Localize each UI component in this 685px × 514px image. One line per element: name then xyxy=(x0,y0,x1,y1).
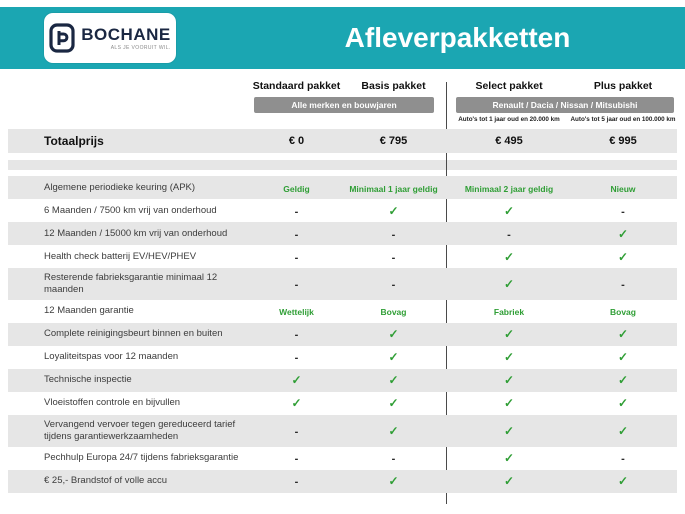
check-cell xyxy=(450,472,568,490)
text-cell xyxy=(248,179,345,197)
dash-mark: - xyxy=(294,278,299,291)
check-cell xyxy=(345,348,442,366)
check-icon: ✓ xyxy=(503,203,515,218)
dash-cell xyxy=(248,275,345,293)
dash-cell xyxy=(248,422,345,440)
feature-label: € 25,- Brandstof of volle accu xyxy=(44,475,168,487)
column-notes xyxy=(8,116,677,123)
text-cell xyxy=(568,179,678,197)
check-cell xyxy=(568,472,678,490)
brand-tagline: ALS JE VOORUIT WIL. xyxy=(110,44,171,51)
page-title: Afleverpakketten xyxy=(344,22,571,53)
feature-label: Vloeistoffen controle en bijvullen xyxy=(44,397,181,409)
check-icon: ✓ xyxy=(388,203,399,218)
feature-row xyxy=(8,176,677,199)
feature-row xyxy=(8,245,677,268)
check-icon: ✓ xyxy=(388,327,399,342)
total-price-row xyxy=(8,129,677,153)
feature-label: Vervangend vervoer tegen gereduceerd tarief tijdens garantiewerkzaamheden xyxy=(44,418,236,442)
dash-cell xyxy=(568,449,678,467)
dash-cell xyxy=(345,275,442,293)
text-cell xyxy=(345,302,442,320)
check-icon: ✓ xyxy=(291,396,302,411)
check-icon: ✓ xyxy=(617,249,629,264)
feature-label: Technische inspectie xyxy=(44,374,132,386)
dash-cell xyxy=(450,225,568,243)
check-icon: ✓ xyxy=(388,350,399,365)
check-cell xyxy=(345,202,442,220)
dash-mark: - xyxy=(621,278,625,291)
dash-cell xyxy=(248,348,345,366)
dash-cell xyxy=(248,225,345,243)
feature-label: Algemene periodieke keuring (APK) xyxy=(44,181,196,193)
badge-renault-group: Renault / Dacia / Nissan / Mitsubishi xyxy=(456,97,674,113)
check-icon: ✓ xyxy=(617,327,629,342)
feature-row xyxy=(8,199,677,222)
feature-value-text: Minimaal 1 jaar geldig xyxy=(349,183,438,194)
check-icon: ✓ xyxy=(617,350,629,365)
check-icon: ✓ xyxy=(503,350,515,365)
dash-mark: - xyxy=(621,205,625,218)
text-cell xyxy=(450,179,568,197)
check-cell xyxy=(568,422,678,440)
bochane-logo xyxy=(44,13,176,63)
check-icon: ✓ xyxy=(503,423,515,438)
check-icon: ✓ xyxy=(617,423,629,438)
dash-cell xyxy=(248,472,345,490)
check-icon: ✓ xyxy=(617,396,629,411)
column-header-select: Select pakket xyxy=(475,80,543,92)
feature-label: 12 Maanden garantie xyxy=(44,305,134,317)
feature-row xyxy=(8,447,677,470)
check-cell xyxy=(568,371,678,389)
text-cell xyxy=(568,302,678,320)
feature-row xyxy=(8,369,677,392)
check-icon: ✓ xyxy=(388,396,399,411)
dash-mark: - xyxy=(507,228,511,241)
dash-mark: - xyxy=(294,476,299,488)
check-cell xyxy=(345,422,442,440)
check-icon: ✓ xyxy=(503,474,515,488)
check-cell xyxy=(450,275,568,293)
column-header-basis: Basis pakket xyxy=(361,80,426,92)
dash-cell xyxy=(248,202,345,220)
feature-rows xyxy=(8,176,677,493)
check-cell xyxy=(450,348,568,366)
dash-cell xyxy=(345,225,442,243)
check-icon: ✓ xyxy=(617,226,629,241)
text-cell xyxy=(248,302,345,320)
dash-mark: - xyxy=(391,278,396,291)
text-cell xyxy=(450,302,568,320)
feature-label: Resterende fabrieksgarantie minimaal 12 maanden xyxy=(44,272,218,295)
check-cell xyxy=(568,348,678,366)
check-icon: ✓ xyxy=(388,474,399,488)
check-cell xyxy=(568,394,678,412)
feature-value-text: Geldig xyxy=(283,183,310,194)
check-cell xyxy=(568,325,678,343)
check-cell xyxy=(450,449,568,467)
dash-cell xyxy=(568,275,678,293)
check-icon: ✓ xyxy=(503,396,515,411)
check-cell xyxy=(345,325,442,343)
feature-row xyxy=(8,222,677,245)
note-select: Auto's tot 1 jaar oud en 20.000 km xyxy=(458,116,560,123)
dash-cell xyxy=(248,449,345,467)
check-cell xyxy=(450,422,568,440)
check-icon: ✓ xyxy=(503,373,515,388)
dash-cell xyxy=(248,248,345,266)
check-cell xyxy=(248,371,345,389)
feature-label: Complete reinigingsbeurt binnen en buiten xyxy=(44,328,223,340)
feature-value-text: Minimaal 2 jaar geldig xyxy=(464,183,554,194)
price-plus: € 995 xyxy=(609,135,637,147)
check-cell xyxy=(450,394,568,412)
column-header-standaard: Standaard pakket xyxy=(252,80,341,92)
feature-label: Loyaliteitspas voor 12 maanden xyxy=(44,351,179,363)
header-bar xyxy=(0,7,685,69)
check-icon: ✓ xyxy=(503,249,515,264)
group-badges xyxy=(8,97,677,113)
feature-row xyxy=(8,323,677,346)
feature-row xyxy=(8,415,677,447)
dash-mark: - xyxy=(391,251,396,264)
feature-value-text: Bovag xyxy=(610,307,636,318)
check-icon: ✓ xyxy=(291,373,302,388)
feature-value-text: Nieuw xyxy=(610,183,636,194)
feature-label: 6 Maanden / 7500 km vrij van onderhoud xyxy=(44,204,217,216)
spacer-strip xyxy=(8,160,677,170)
check-cell xyxy=(345,394,442,412)
check-icon: ✓ xyxy=(617,373,629,388)
price-select: € 495 xyxy=(495,135,523,147)
total-price-label: Totaalprijs xyxy=(44,134,104,148)
badge-all-brands: Alle merken en bouwjaren xyxy=(254,97,434,113)
brand-name: BOCHANE xyxy=(81,24,171,44)
price-standaard: € 0 xyxy=(288,135,305,147)
feature-label: Health check batterij EV/HEV/PHEV xyxy=(44,250,197,262)
check-cell xyxy=(568,225,678,243)
bochane-logo-icon xyxy=(49,23,75,53)
dash-mark: - xyxy=(294,251,299,264)
dash-mark: - xyxy=(294,425,299,438)
dash-cell xyxy=(248,325,345,343)
dash-mark: - xyxy=(391,453,396,465)
feature-row xyxy=(8,346,677,369)
check-icon: ✓ xyxy=(503,276,515,291)
feature-label: Pechhulp Europa 24/7 tijdens fabrieksgarantie xyxy=(44,452,239,464)
check-cell xyxy=(248,394,345,412)
check-cell xyxy=(345,371,442,389)
feature-value-text: Wettelijk xyxy=(279,307,314,318)
dash-mark: - xyxy=(621,453,625,465)
dash-cell xyxy=(345,248,442,266)
check-icon: ✓ xyxy=(503,451,515,465)
brand-text xyxy=(81,26,170,51)
check-icon: ✓ xyxy=(388,423,399,438)
note-plus: Auto's tot 5 jaar oud en 100.000 km xyxy=(570,116,676,123)
packages-table xyxy=(8,78,677,508)
check-cell xyxy=(568,248,678,266)
feature-row xyxy=(8,392,677,415)
dash-mark: - xyxy=(294,352,299,365)
price-basis: € 795 xyxy=(379,135,408,147)
check-icon: ✓ xyxy=(388,373,399,388)
check-icon: ✓ xyxy=(617,474,629,488)
dash-mark: - xyxy=(294,205,299,218)
column-headers xyxy=(8,80,677,92)
check-cell xyxy=(450,325,568,343)
feature-label: 12 Maanden / 15000 km vrij van onderhoud xyxy=(44,227,228,239)
check-cell xyxy=(345,472,442,490)
check-cell xyxy=(450,371,568,389)
dash-mark: - xyxy=(294,228,299,241)
dash-mark: - xyxy=(294,453,299,465)
dash-mark: - xyxy=(391,228,396,241)
check-cell xyxy=(450,202,568,220)
dash-cell xyxy=(568,202,678,220)
feature-value-text: Bovag xyxy=(380,307,407,318)
dash-mark: - xyxy=(294,329,299,342)
feature-value-text: Fabriek xyxy=(493,307,525,318)
dash-cell xyxy=(345,449,442,467)
column-header-plus: Plus pakket xyxy=(593,80,653,92)
feature-row xyxy=(8,300,677,323)
feature-row xyxy=(8,268,677,300)
check-icon: ✓ xyxy=(503,327,515,342)
text-cell xyxy=(345,179,442,197)
feature-row xyxy=(8,470,677,493)
check-cell xyxy=(450,248,568,266)
